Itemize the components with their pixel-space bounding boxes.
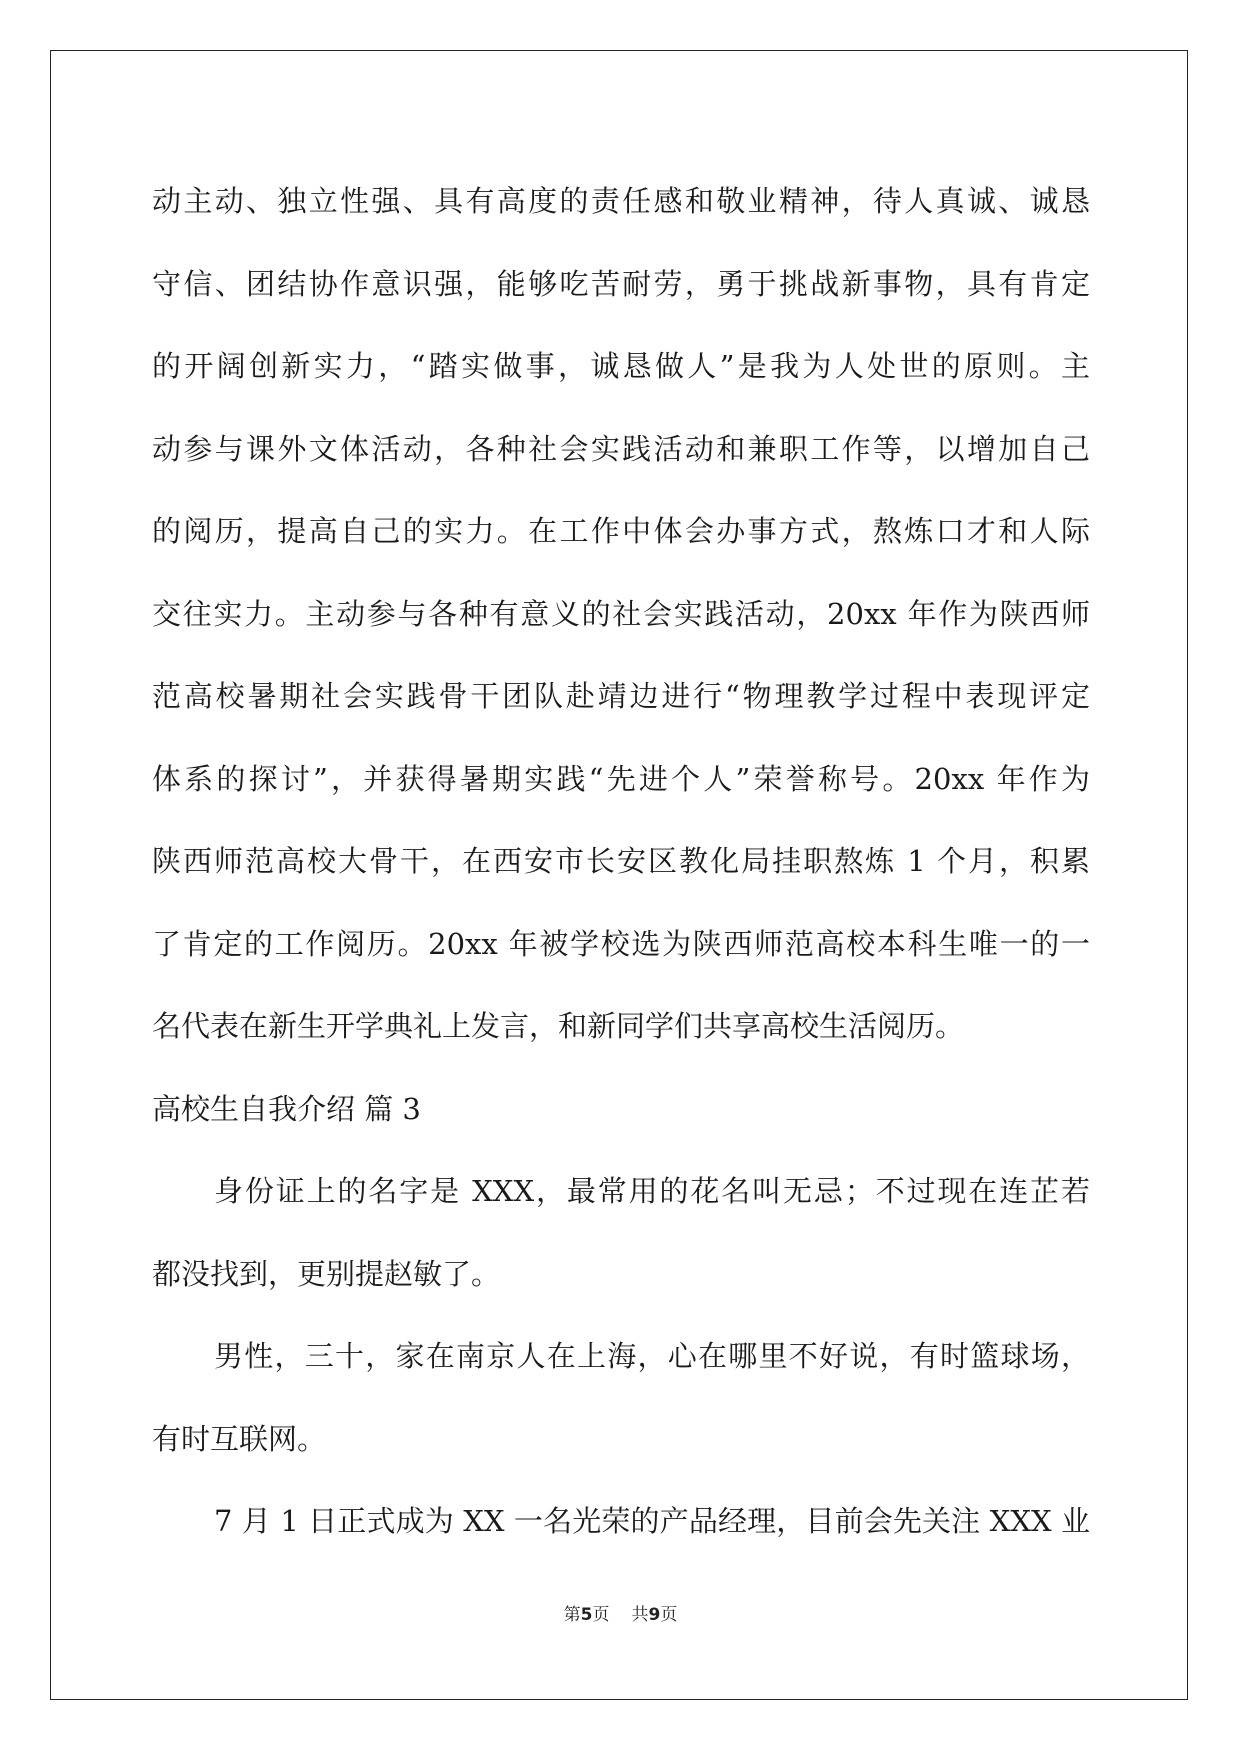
body-line: 交往实力。主动参与各种有意义的社会实践活动，20xx 年作为陕西师 [152,596,1090,631]
body-line: 有时互联网。 [152,1421,327,1456]
body-line: 身份证上的名字是 XXX，最常用的花名叫无忌；不过现在连芷若 [214,1174,1090,1208]
body-line: 范高校暑期社会实践骨干团队赴靖边进行“物理教学过程中表现评定 [152,679,1090,713]
page-footer [0,1600,1241,1625]
page-suffix: 页 [592,1605,610,1625]
body-line: 陕西师范高校大骨干，在西安市长安区教化局挂职熬炼 1 个月，积累 [152,844,1090,878]
total-suffix: 页 [660,1605,678,1625]
page-number: 5 [580,1605,593,1625]
section-heading: 高校生自我介绍 篇 3 [152,1091,421,1126]
body-line: 了肯定的工作阅历。20xx 年被学校选为陕西师范高校本科生唯一的一 [152,926,1090,961]
body-line: 动参与课外文体活动，各种社会实践活动和兼职工作等，以增加自己 [152,431,1090,466]
total-pages: 9 [648,1605,661,1625]
body-line: 的开阔创新实力，“踏实做事，诚恳做人”是我为人处世的原则。主 [152,349,1090,383]
document-body [152,160,1090,1563]
body-line: 都没找到，更别提赵敏了。 [152,1256,501,1291]
body-line: 7 月 1 日正式成为 XX 一名光荣的产品经理，目前会先关注 XXX 业 [214,1504,1090,1538]
body-line: 名代表在新生开学典礼上发言，和新同学们共享高校生活阅历。 [152,1009,965,1043]
body-line: 男性，三十，家在南京人在上海，心在哪里不好说，有时篮球场， [214,1339,1090,1373]
page-prefix: 第 [563,1605,581,1625]
body-line: 动主动、独立性强、具有高度的责任感和敬业精神，待人真诚、诚恳 [152,184,1090,218]
body-line: 体系的探讨”，并获得暑期实践“先进个人”荣誉称号。20xx 年作为 [152,761,1090,796]
total-prefix: 共 [631,1605,649,1625]
body-line: 守信、团结协作意识强，能够吃苦耐劳，勇于挑战新事物，具有肯定 [152,266,1090,301]
body-line: 的阅历，提高自己的实力。在工作中体会办事方式，熬炼口才和人际 [152,514,1090,548]
